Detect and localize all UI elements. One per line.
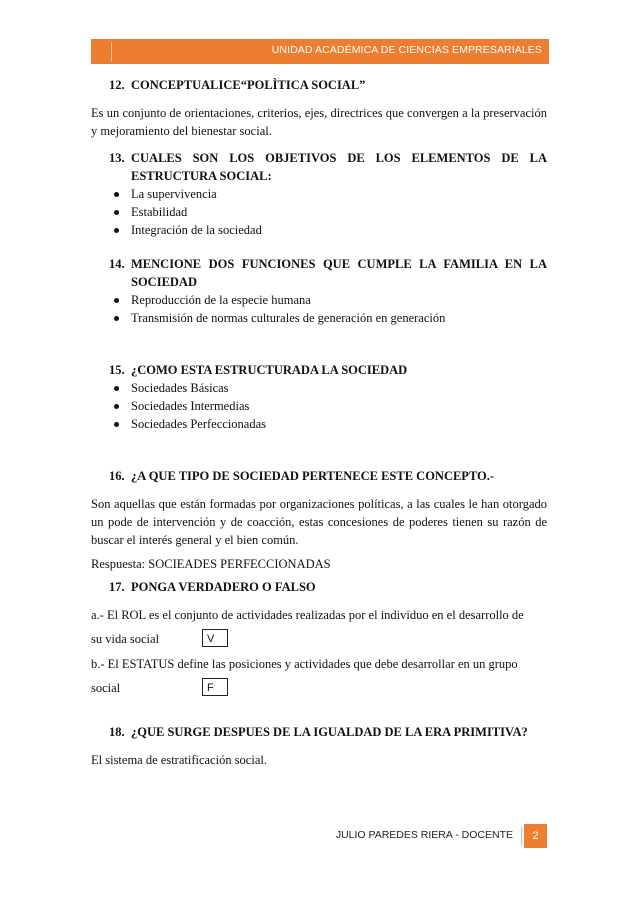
question-15: [91, 361, 547, 379]
answer-12: Es un conjunto de orientaciones, criterios, ejes, directrices que convergen a la preservación y mejoramiento del bienestar social.: [91, 106, 547, 138]
statement-b-line2: social: [91, 681, 121, 695]
question-title: CUALES SON LOS OBJETIVOS DE LOS ELEMENTOS DE LA ESTRUCTURA SOCIAL:: [131, 151, 547, 183]
statement-a-line2-row: [91, 630, 547, 650]
list-item: Transmisión de normas culturales de generación en generación: [109, 309, 547, 327]
question-17: [91, 578, 547, 596]
question-number: 14.: [109, 257, 125, 271]
question-13: [91, 149, 547, 185]
question-12: [91, 76, 547, 94]
statement-b-line2-row: [91, 679, 547, 699]
list-item: Integración de la sociedad: [109, 221, 547, 239]
question-title: ¿QUE SURGE DESPUES DE LA IGUALDAD DE LA ERA PRIMITIVA?: [131, 725, 528, 739]
list-item: La supervivencia: [109, 185, 547, 203]
question-16: [91, 467, 547, 485]
header-separator: [111, 42, 112, 61]
footer-author: JULIO PAREDES RIERA - DOCENTE: [335, 829, 513, 841]
question-title: ¿A QUE TIPO DE SOCIEDAD PERTENECE ESTE CONCEPTO.-: [131, 469, 495, 483]
question-number: 17.: [109, 580, 125, 594]
header-title: UNIDAD ACADÉMICA DE CIENCIAS EMPRESARIALES: [271, 44, 542, 56]
question-number: 13.: [109, 151, 125, 165]
list-15: [91, 379, 547, 433]
list-14: [91, 291, 547, 327]
answer-box-a[interactable]: V: [202, 629, 228, 647]
list-item: Sociedades Básicas: [109, 379, 547, 397]
question-number: 16.: [109, 469, 125, 483]
question-title: MENCIONE DOS FUNCIONES QUE CUMPLE LA FAMILIA EN LA SOCIEDAD: [131, 257, 547, 289]
question-14: [91, 255, 547, 291]
answer-16: Respuesta: SOCIEADES PERFECCIONADAS: [91, 557, 331, 571]
statement-a-line1: a.- El ROL es el conjunto de actividades realizadas por el individuo en el desarrollo de: [91, 608, 524, 622]
question-number: 12.: [109, 78, 125, 92]
footer: [91, 824, 547, 848]
footer-separator: [521, 826, 522, 846]
question-18: [91, 723, 547, 741]
question-title: CONCEPTUALICE“POLÌTICA SOCIAL”: [131, 78, 366, 92]
list-item: Sociedades Intermedias: [109, 397, 547, 415]
question-title: PONGA VERDADERO O FALSO: [131, 580, 316, 594]
list-item: Sociedades Perfeccionadas: [109, 415, 547, 433]
question-title: ¿COMO ESTA ESTRUCTURADA LA SOCIEDAD: [131, 363, 408, 377]
statement-b-line1: b.- El ESTATUS define las posiciones y actividades que debe desarrollar en un grupo: [91, 657, 518, 671]
document-body: [91, 76, 547, 769]
list-13: [91, 185, 547, 239]
question-number: 18.: [109, 725, 125, 739]
list-item: Reproducción de la especie humana: [109, 291, 547, 309]
page-number: 2: [524, 824, 547, 848]
concept-16: Son aquellas que están formadas por organizaciones políticas, a las cuales le han otorgado un pode de intervención y de coacción, estas concesiones de poderes tienen su razón de buscar el interés general y el bien común.: [91, 497, 547, 547]
question-number: 15.: [109, 363, 125, 377]
answer-box-b[interactable]: F: [202, 678, 228, 696]
list-item: Estabilidad: [109, 203, 547, 221]
answer-18: El sistema de estratificación social.: [91, 753, 267, 767]
statement-a-line2: su vida social: [91, 632, 160, 646]
header-bar: [91, 39, 549, 64]
